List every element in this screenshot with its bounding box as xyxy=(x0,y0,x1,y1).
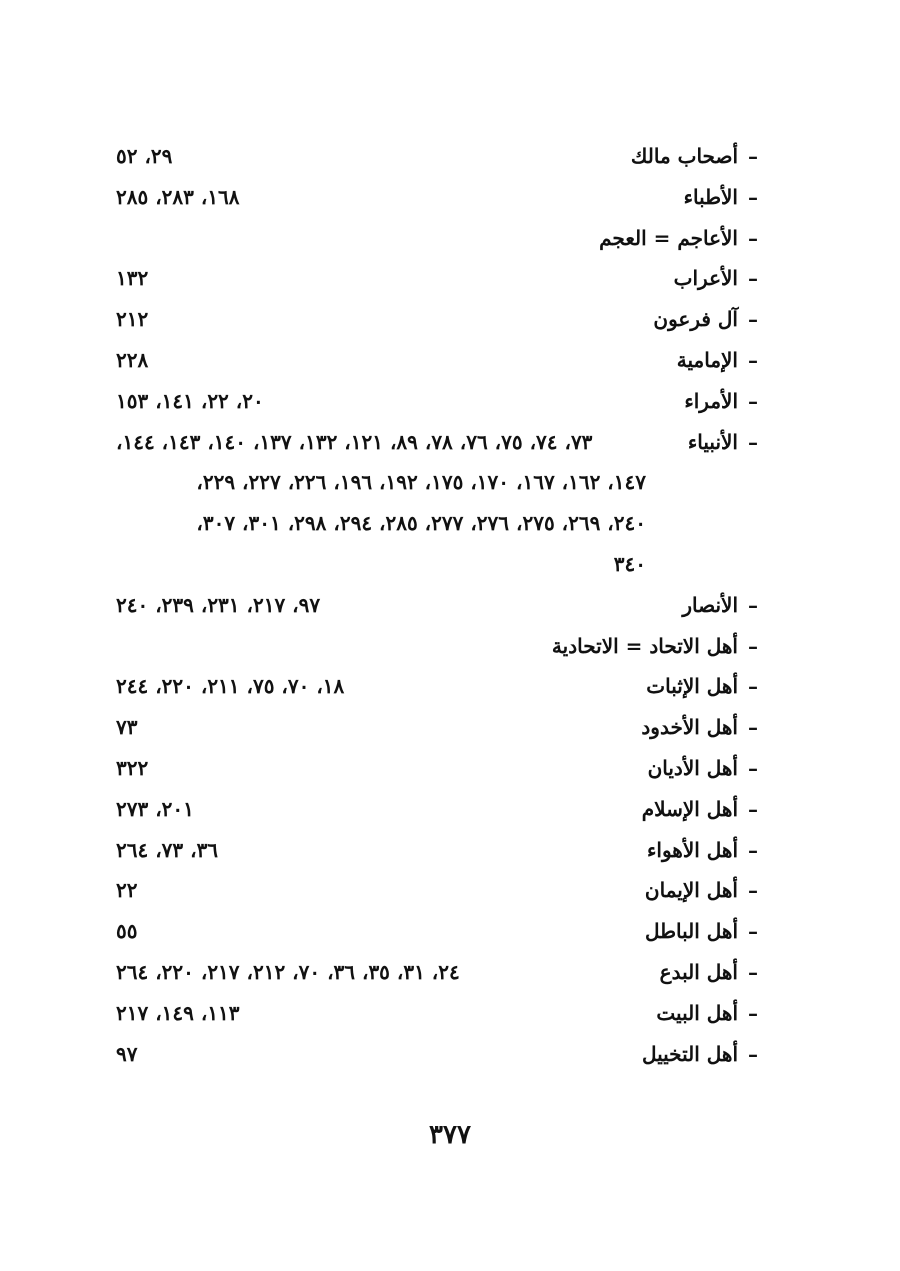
entry-term: أهل البدع xyxy=(659,959,738,984)
index-entry xyxy=(116,789,768,830)
entry-dash: – xyxy=(748,1000,758,1025)
entry-term: أهل الباطل xyxy=(644,919,738,944)
entry-dash: – xyxy=(748,633,758,658)
entry-term: آل فرعون xyxy=(653,307,738,332)
entry-pages xyxy=(116,748,646,789)
entry-pages xyxy=(116,381,646,422)
index-entry xyxy=(116,422,768,585)
page-refs-line: ٢٤، ٣١، ٣٥، ٣٦، ٧٠، ٢١٢، ٢١٧، ٢٢٠، ٢٦٤ xyxy=(116,959,460,984)
entry-dash: – xyxy=(748,878,758,903)
entry-dash: – xyxy=(748,307,758,332)
entry-term: الأطباء xyxy=(683,184,738,209)
entry-term: الأعراب xyxy=(673,266,738,291)
entry-pages xyxy=(116,299,646,340)
page-refs-line: ٢٢ xyxy=(116,878,138,903)
entry-dash: – xyxy=(748,674,758,699)
entry-dash: – xyxy=(748,225,758,250)
entry-pages xyxy=(116,258,646,299)
index-entry xyxy=(116,911,768,952)
page-refs-line: ٢٠، ٢٢، ١٤١، ١٥٣ xyxy=(116,388,264,413)
entry-dash: – xyxy=(748,1041,758,1066)
index-entry xyxy=(116,340,768,381)
index-entry xyxy=(116,218,768,259)
entry-dash: – xyxy=(748,755,758,780)
entry-dash: – xyxy=(748,715,758,740)
index-entry xyxy=(116,258,768,299)
page-refs-line: ٥٥ xyxy=(116,919,138,944)
entry-pages xyxy=(116,830,646,871)
entry-pages xyxy=(116,993,646,1034)
index-entry xyxy=(116,585,768,626)
entry-term: أهل الإثبات xyxy=(646,674,738,699)
page-refs-line: ٩٧ xyxy=(116,1041,138,1066)
entry-pages xyxy=(116,666,646,707)
page-refs-line: ٣٢٢ xyxy=(116,755,149,780)
entry-dash: – xyxy=(748,184,758,209)
index-entry xyxy=(116,666,768,707)
page-refs-line: ٢٢٨ xyxy=(116,347,149,372)
entry-term: أهل الأديان xyxy=(647,755,738,780)
index-entry xyxy=(116,299,768,340)
entry-term: أصحاب مالك xyxy=(630,144,738,168)
index-entry xyxy=(116,177,768,218)
entry-dash: – xyxy=(748,592,758,617)
index-entry xyxy=(116,870,768,911)
page-refs-line: ١١٣، ١٤٩، ٢١٧ xyxy=(116,1000,240,1025)
entry-term: أهل التخييل xyxy=(641,1041,738,1066)
page-refs-line: ٢٠١، ٢٧٣ xyxy=(116,796,194,821)
entry-pages xyxy=(116,1034,646,1075)
page-refs-line: ١٤٧، ١٦٢، ١٦٧، ١٧٠، ١٧٥، ١٩٢، ١٩٦، ٢٢٦، ٢٢٧، ٢٢٩، xyxy=(196,470,646,495)
entry-term: أهل الأخدود xyxy=(641,715,738,740)
entry-term: أهل البيت xyxy=(656,1000,738,1025)
page-refs-line: ٣٦، ٧٣، ٢٦٤ xyxy=(116,837,219,862)
page-number: ٣٧٧ xyxy=(429,1120,471,1150)
entry-dash: – xyxy=(748,266,758,291)
index-entry xyxy=(116,993,768,1034)
page-refs-line: ٩٧، ٢١٧، ٢٣١، ٢٣٩، ٢٤٠ xyxy=(116,592,321,617)
entry-term: الأعاجم = العجم xyxy=(599,225,738,250)
index-entry xyxy=(116,136,768,177)
entry-term: أهل الإسلام xyxy=(641,796,738,821)
entry-dash: – xyxy=(748,959,758,984)
entry-pages xyxy=(116,585,646,626)
entry-pages xyxy=(116,870,646,911)
entry-pages xyxy=(116,789,646,830)
entry-dash: – xyxy=(748,347,758,372)
page-refs-line: ١٨، ٧٠، ٧٥، ٢١١، ٢٢٠، ٢٤٤ xyxy=(116,674,345,699)
index-entry xyxy=(116,952,768,993)
entry-pages xyxy=(116,952,646,993)
entry-term: الإمامية xyxy=(676,347,738,372)
page-refs-line: ٢٤٠، ٢٦٩، ٢٧٥، ٢٧٦، ٢٧٧، ٢٨٥، ٢٩٤، ٢٩٨، ٣٠١، ٣٠٧، xyxy=(196,511,646,536)
page-refs-line: ٢١٢ xyxy=(116,307,149,332)
index-entry xyxy=(116,830,768,871)
entry-dash: – xyxy=(748,388,758,413)
entry-term: الأنصار xyxy=(682,592,738,617)
page-refs-line: ١٣٢ xyxy=(116,266,149,291)
entry-term: أهل الإيمان xyxy=(644,878,738,903)
index-entry xyxy=(116,381,768,422)
entry-dash: – xyxy=(748,837,758,862)
entry-pages xyxy=(116,707,646,748)
page-refs-line: ٢٩، ٥٢ xyxy=(116,144,173,168)
entry-term: الأنبياء xyxy=(687,429,738,454)
entry-pages xyxy=(116,136,646,177)
index-entry xyxy=(116,1034,768,1075)
entry-pages xyxy=(116,340,646,381)
page-refs-line: ٧٣، ٧٤، ٧٥، ٧٦، ٧٨، ٨٩، ١٢١، ١٣٢، ١٣٧، ١٤٠، ١٤٣، ١٤٤، xyxy=(116,429,593,454)
entry-term: الأمراء xyxy=(684,388,738,413)
index-entry xyxy=(116,707,768,748)
entry-dash: – xyxy=(748,919,758,944)
entry-pages xyxy=(116,177,646,218)
page-refs-line: ٧٣ xyxy=(116,715,138,740)
page-refs-line: ٣٤٠ xyxy=(613,551,646,576)
entry-dash: – xyxy=(748,144,758,168)
entry-pages xyxy=(116,911,646,952)
index-entry xyxy=(116,748,768,789)
page-refs-line: ١٦٨، ٢٨٣، ٢٨٥ xyxy=(116,184,240,209)
entry-term: أهل الأهواء xyxy=(646,837,738,862)
entry-dash: – xyxy=(748,796,758,821)
index-list xyxy=(116,136,768,1074)
entry-term: أهل الاتحاد = الاتحادية xyxy=(551,633,738,658)
entry-pages xyxy=(116,422,646,585)
index-entry xyxy=(116,626,768,667)
entry-dash: – xyxy=(748,429,758,454)
